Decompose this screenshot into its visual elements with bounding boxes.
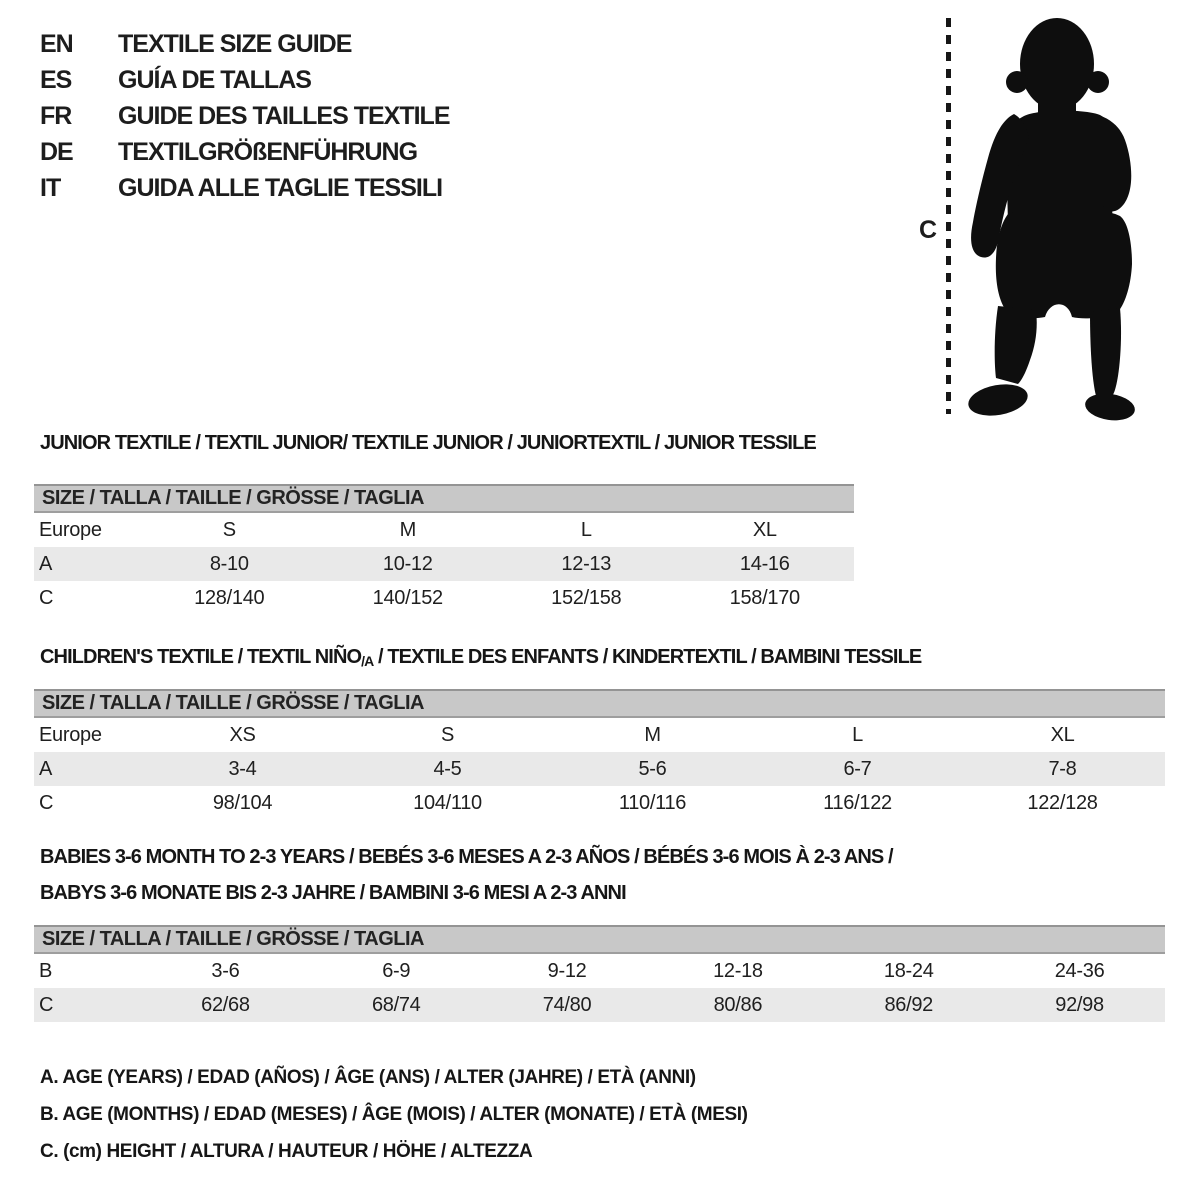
size-value-cell: 104/110 <box>413 791 482 814</box>
size-value-cell: 24-36 <box>1054 959 1105 982</box>
size-value-cell: M <box>644 723 661 746</box>
row-label-cell: C <box>39 791 54 814</box>
table-row-europe <box>34 718 1165 752</box>
size-value-cell: 80/86 <box>713 993 763 1016</box>
size-value-cell: 10-12 <box>382 552 433 575</box>
size-value-cell: L <box>580 518 592 541</box>
language-row-it <box>40 170 450 206</box>
size-value-cell: 92/98 <box>1055 993 1104 1016</box>
size-value-cell: L <box>852 723 863 746</box>
size-header-label: SIZE / TALLA / TAILLE / GRÖSSE / TAGLIA <box>42 692 424 714</box>
size-value-cell: 12-13 <box>561 552 612 575</box>
language-guide-block <box>40 26 450 206</box>
size-value-cell: S <box>222 518 236 541</box>
size-header-bar-babies <box>34 925 1165 954</box>
table-row-height-cm <box>34 786 1165 820</box>
language-row-fr <box>40 98 450 134</box>
row-label-cell: Europe <box>39 518 102 541</box>
size-value-cell: 110/116 <box>618 791 687 814</box>
size-value-cell: 12-18 <box>713 959 763 982</box>
size-value-cell: 7-8 <box>1048 757 1077 780</box>
measure-label-c: C <box>919 216 938 244</box>
legend-line-c: C. (cm) HEIGHT / ALTURA / HAUTEUR / HÖHE / ALTEZZA <box>40 1141 533 1162</box>
legend-line-b: B. AGE (MONTHS) / EDAD (MESES) / ÂGE (MOIS) / ALTER (MONATE) / ETÀ (MESI) <box>40 1104 748 1125</box>
size-value-cell: 158/170 <box>729 586 800 609</box>
language-label: TEXTILGRÖßENFÜHRUNG <box>118 138 418 166</box>
section-title-children-text: / TEXTILE DES ENFANTS / KINDERTEXTIL / BAMBINI TESSILE <box>373 646 922 668</box>
size-value-cell: 5-6 <box>638 757 667 780</box>
size-value-cell: 14-16 <box>739 552 790 575</box>
row-label-cell: A <box>39 757 53 780</box>
language-code: ES <box>40 66 72 94</box>
legend-line-a: A. AGE (YEARS) / EDAD (AÑOS) / ÂGE (ANS) / ALTER (JAHRE) / ETÀ (ANNI) <box>40 1067 696 1088</box>
table-row-height-cm <box>34 581 854 615</box>
size-header-bar-children <box>34 689 1165 718</box>
language-label: GUIDE DES TAILLES TEXTILE <box>118 102 450 130</box>
height-measure-dashed-line <box>946 18 951 414</box>
row-label-cell: Europe <box>39 723 102 746</box>
size-value-cell: S <box>440 723 455 746</box>
size-value-cell: 98/104 <box>212 791 273 814</box>
section-title-children-text: CHILDREN'S TEXTILE / TEXTIL NIÑO <box>40 646 362 668</box>
size-value-cell: 140/152 <box>372 586 443 609</box>
section-title-babies-line2: BABYS 3-6 MONATE BIS 2-3 JAHRE / BAMBINI 3-6 MESI A 2-3 ANNI <box>40 882 626 904</box>
size-value-cell: M <box>399 518 416 541</box>
row-label-cell: C <box>39 586 54 609</box>
row-label-cell: A <box>39 552 53 575</box>
language-code: IT <box>40 174 61 202</box>
size-value-cell: 6-9 <box>382 959 411 982</box>
table-row-europe <box>34 513 854 547</box>
section-title-junior: JUNIOR TEXTILE / TEXTIL JUNIOR/ TEXTILE JUNIOR / JUNIORTEXTIL / JUNIOR TESSILE <box>40 432 816 454</box>
section-title-children-sub: /A <box>361 653 374 669</box>
babies-size-table <box>34 954 1165 1022</box>
size-value-cell: 74/80 <box>542 993 592 1016</box>
size-value-cell: 18-24 <box>883 959 934 982</box>
size-value-cell: 128/140 <box>194 586 265 609</box>
language-label: GUIDA ALLE TAGLIE TESSILI <box>118 174 443 202</box>
language-row-es <box>40 62 450 98</box>
legend-block <box>40 1068 748 1179</box>
size-value-cell: XS <box>229 723 256 746</box>
language-code: DE <box>40 138 73 166</box>
size-value-cell: 8-10 <box>209 552 249 575</box>
size-value-cell: 122/128 <box>1027 791 1098 814</box>
size-value-cell: 152/158 <box>551 586 622 609</box>
size-value-cell: 9-12 <box>547 959 587 982</box>
size-value-cell: 116/122 <box>823 791 892 814</box>
language-label: TEXTILE SIZE GUIDE <box>118 30 352 58</box>
size-value-cell: 68/74 <box>371 993 421 1016</box>
language-label: GUÍA DE TALLAS <box>118 66 311 94</box>
section-title-children <box>40 646 921 669</box>
row-label-cell: B <box>39 959 53 982</box>
section-title-babies-line1: BABIES 3-6 MONTH TO 2-3 YEARS / BEBÉS 3-6 MESES A 2-3 AÑOS / BÉBÉS 3-6 MOIS À 2-3 ANS / <box>40 846 893 868</box>
language-row-en <box>40 26 450 62</box>
junior-size-table <box>34 513 854 615</box>
size-value-cell: 4-5 <box>433 757 462 780</box>
language-code: FR <box>40 102 72 130</box>
row-label-cell: C <box>39 993 54 1016</box>
table-row-height-cm <box>34 988 1165 1022</box>
size-value-cell: XL <box>752 518 777 541</box>
table-row-age-years <box>34 547 854 581</box>
toddler-silhouette-icon <box>962 12 1138 422</box>
size-header-label: SIZE / TALLA / TAILLE / GRÖSSE / TAGLIA <box>42 487 424 509</box>
size-value-cell: 86/92 <box>884 993 933 1016</box>
table-row-age-years <box>34 752 1165 786</box>
size-value-cell: 3-6 <box>211 959 240 982</box>
size-value-cell: 6-7 <box>843 757 872 780</box>
size-header-label: SIZE / TALLA / TAILLE / GRÖSSE / TAGLIA <box>42 928 424 950</box>
size-value-cell: 3-4 <box>228 757 257 780</box>
size-value-cell: XL <box>1050 723 1075 746</box>
children-size-table <box>34 718 1165 820</box>
size-value-cell: 62/68 <box>201 993 250 1016</box>
table-row-age-months <box>34 954 1165 988</box>
language-row-de <box>40 134 450 170</box>
size-header-bar-junior <box>34 484 854 513</box>
language-code: EN <box>40 30 73 58</box>
